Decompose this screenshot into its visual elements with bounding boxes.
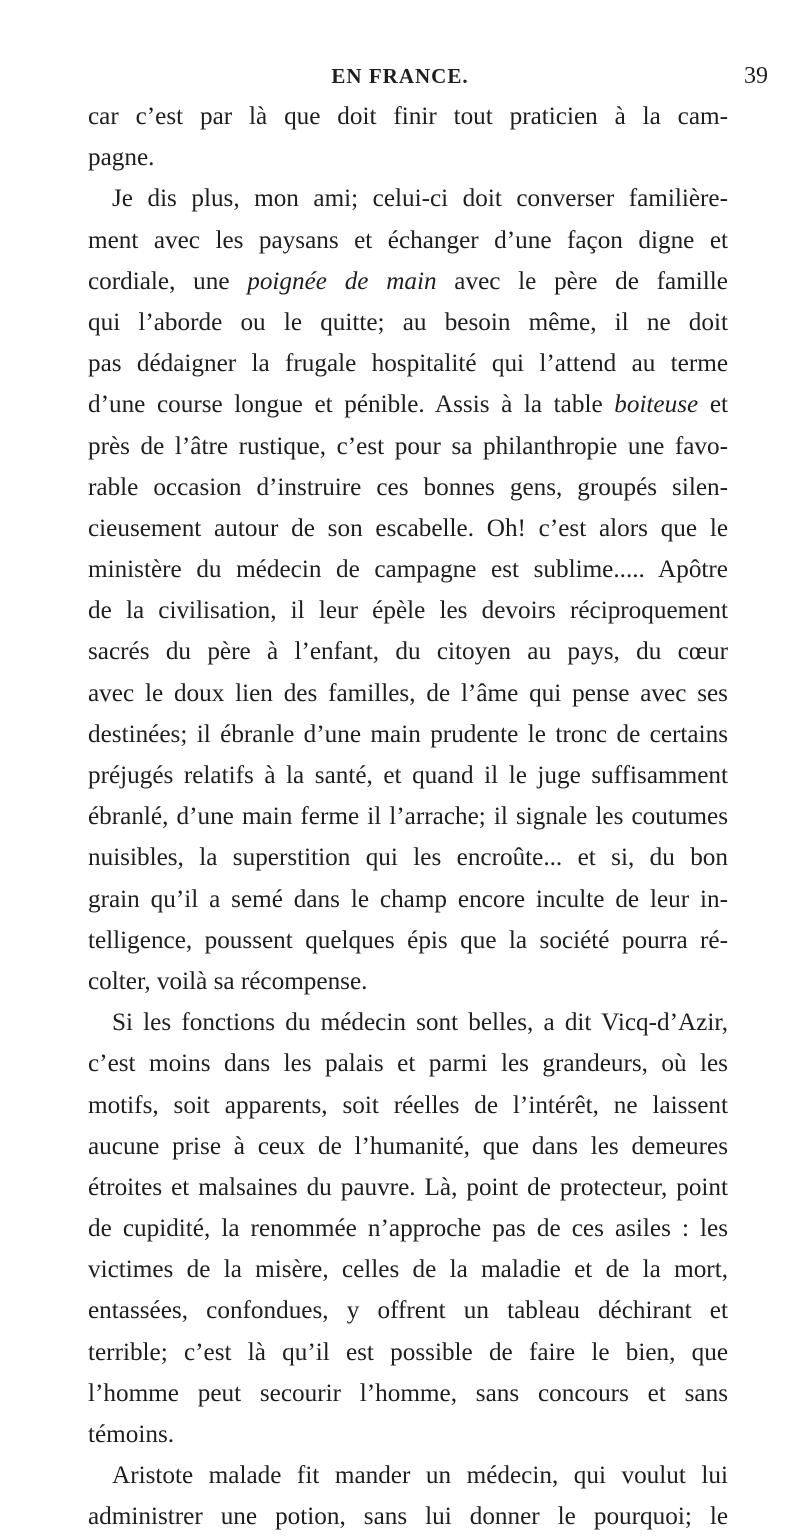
- text-run: Je dis plus, mon ami; celui-ci doit converser familière-: [112, 185, 728, 213]
- text-run: Si les fonctions du médecin sont belles, a dit Vicq-d’Azir,: [112, 1009, 728, 1037]
- text-run: préjugés relatifs à la santé, et quand il le juge suffisamment: [88, 762, 728, 789]
- text-line: [88, 1167, 728, 1208]
- text-line: [88, 1332, 728, 1373]
- text-run: victimes de la misère, celles de la maladie et de la mort,: [88, 1256, 728, 1284]
- text-run: aucune prise à ceux de l’humanité, que dans les demeures: [88, 1132, 728, 1160]
- text-run: sacrés du père à l’enfant, du citoyen au pays, du cœur: [88, 638, 728, 666]
- text-run: entassées, confondues, y offrent un tableau déchirant et: [88, 1297, 728, 1325]
- text-run: l’homme peut secourir l’homme, sans concours et sans: [88, 1379, 728, 1407]
- text-run: Aristote malade fit mander un médecin, qui voulut lui: [112, 1462, 728, 1490]
- italic-text: poignée de main: [247, 267, 437, 295]
- text-line: [88, 714, 728, 755]
- text-line: [88, 796, 728, 837]
- text-line: [88, 261, 728, 302]
- text-line: [88, 961, 728, 1002]
- text-line: [88, 1208, 728, 1249]
- text-line: [88, 96, 728, 137]
- text-line: [88, 1043, 728, 1084]
- text-line: [88, 920, 728, 961]
- text-line: [88, 1249, 728, 1290]
- running-head: [120, 58, 768, 94]
- text-run: ment avec les paysans et échanger d’une façon digne et: [88, 226, 728, 254]
- text-run: terrible; c’est là qu’il est possible de faire le bien, que: [88, 1338, 728, 1366]
- italic-text: boiteuse: [614, 391, 699, 419]
- text-run: et: [698, 391, 728, 419]
- text-run: c’est moins dans les palais et parmi les grandeurs, où les: [88, 1050, 728, 1078]
- text-run: ministère du médecin de campagne est sublime..... Apôtre: [88, 556, 728, 584]
- text-line: [88, 879, 728, 920]
- text-run: motifs, soit apparents, soit réelles de l’intérêt, ne laissent: [88, 1091, 728, 1119]
- text-run: pas dédaigner la frugale hospitalité qui l’attend au terme: [88, 350, 728, 378]
- text-line: [88, 343, 728, 384]
- text-line: [88, 1085, 728, 1126]
- text-run: car c’est par là que doit finir tout praticien à la cam-: [88, 103, 728, 130]
- text-run: grain qu’il a semé dans le champ encore inculte de leur in-: [88, 885, 728, 913]
- text-run: de la civilisation, il leur épèle les devoirs réciproquement: [88, 597, 728, 625]
- body-text: [88, 96, 728, 1538]
- text-run: ébranlé, d’une main ferme il l’arrache; il signale les coutumes: [88, 803, 728, 831]
- text-run: avec le père de famille: [436, 267, 728, 295]
- text-line: [88, 590, 728, 631]
- text-line: [88, 508, 728, 549]
- text-line: [88, 384, 728, 425]
- running-title: EN FRANCE.: [331, 64, 469, 88]
- text-line: [88, 1496, 728, 1537]
- text-line: [88, 302, 728, 343]
- text-run: cordiale, une: [88, 267, 248, 295]
- text-run: témoins.: [88, 1421, 175, 1448]
- text-run: rable occasion d’instruire ces bonnes gens, groupés silen-: [88, 473, 728, 501]
- text-run: destinées; il ébranle d’une main prudente le tronc de certains: [88, 720, 728, 748]
- text-run: pagne.: [88, 144, 155, 172]
- text-line: [88, 1126, 728, 1167]
- text-line: [88, 1290, 728, 1331]
- text-run: avec le doux lien des familles, de l’âme qui pense avec ses: [88, 679, 728, 707]
- text-line: [88, 220, 728, 261]
- text-run: près de l’âtre rustique, c’est pour sa philanthropie une favo-: [88, 432, 728, 460]
- text-line: [88, 1455, 728, 1496]
- text-line: [88, 1414, 728, 1455]
- text-line: [88, 549, 728, 590]
- text-run: colter, voilà sa récompense.: [88, 967, 368, 995]
- text-line: [88, 467, 728, 508]
- text-run: étroites et malsaines du pauvre. Là, point de protecteur, point: [88, 1173, 728, 1201]
- text-line: [88, 837, 728, 878]
- text-run: telligence, poussent quelques épis que la société pourra ré-: [88, 926, 728, 954]
- text-run: cieusement autour de son escabelle. Oh! c’est alors que le: [88, 514, 728, 542]
- text-run: qui l’aborde ou le quitte; au besoin même, il ne doit: [88, 308, 728, 336]
- text-line: [88, 178, 728, 219]
- text-run: d’une course longue et pénible. Assis à la table: [88, 391, 615, 419]
- text-line: [88, 673, 728, 714]
- text-line: [88, 1373, 728, 1414]
- text-line: [88, 631, 728, 672]
- text-run: administrer une potion, sans lui donner le pourquoi; le: [88, 1503, 728, 1531]
- text-line: [88, 137, 728, 178]
- page-number: 39: [744, 63, 768, 89]
- text-line: [88, 1002, 728, 1043]
- text-run: de cupidité, la renommée n’approche pas de ces asiles : les: [88, 1215, 728, 1243]
- text-run: nuisibles, la superstition qui les encroûte... et si, du bon: [88, 844, 728, 872]
- text-line: [88, 755, 728, 796]
- text-line: [88, 426, 728, 467]
